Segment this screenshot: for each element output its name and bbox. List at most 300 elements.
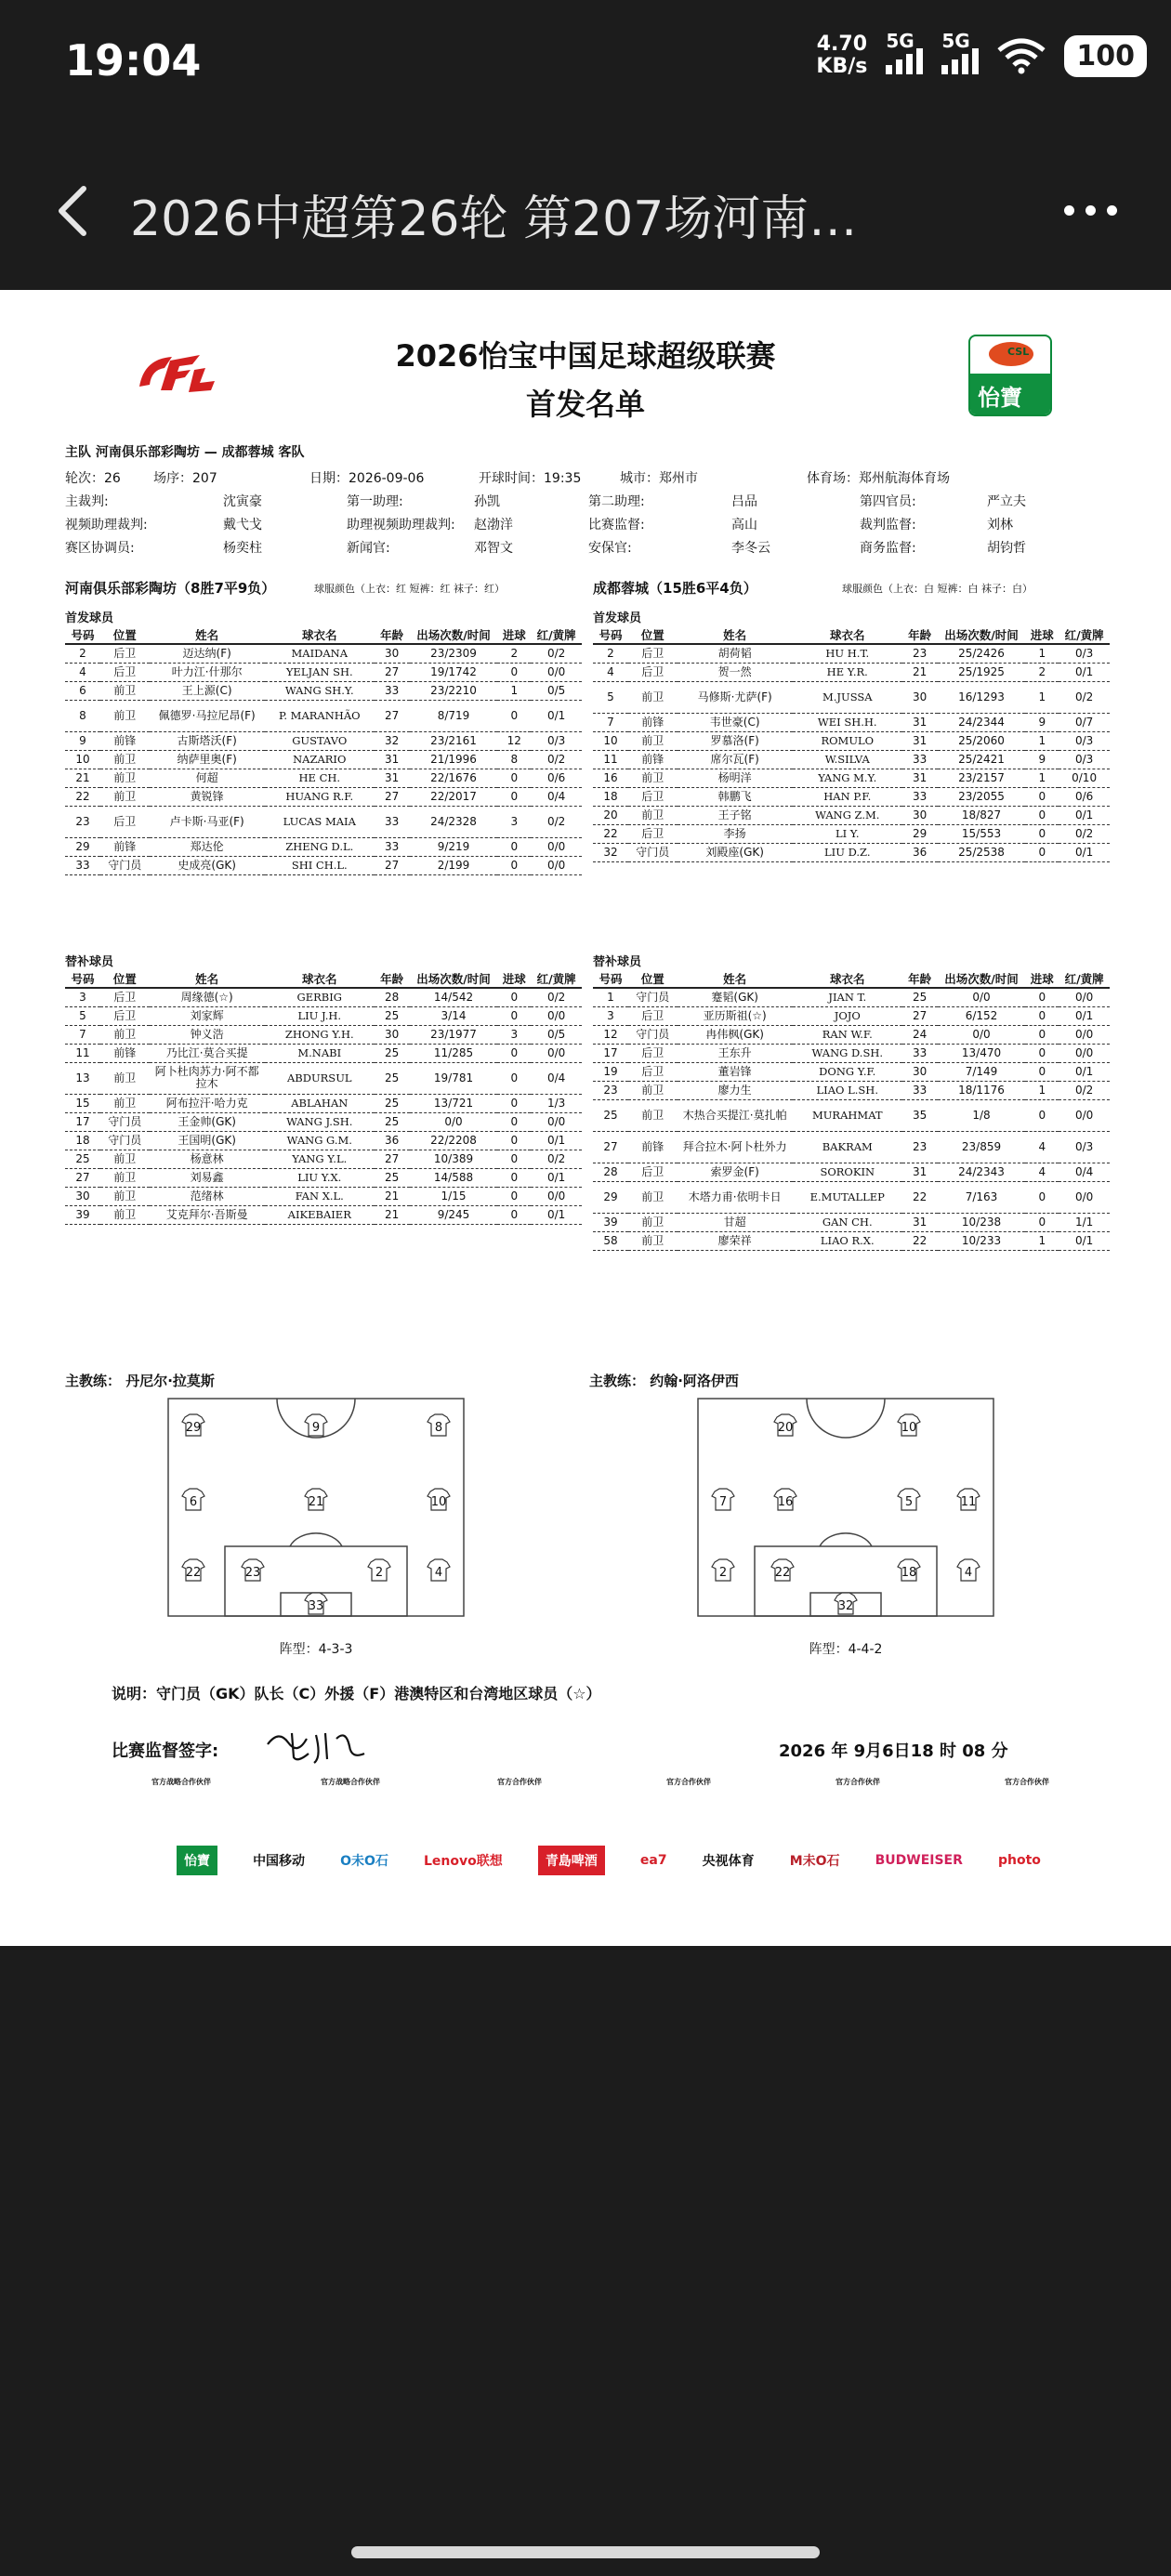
table-cell: 0/10 <box>1059 769 1110 787</box>
table-cell: 0/4 <box>531 787 582 806</box>
meta-cell: 孙凯 <box>474 494 500 509</box>
table-cell: 9 <box>65 731 100 750</box>
table-cell: 李扬 <box>678 824 793 843</box>
table-cell: 王东升 <box>678 1044 793 1062</box>
table-cell: 36 <box>902 843 938 861</box>
cfl-logo <box>135 349 218 396</box>
table-cell: 29 <box>593 1181 628 1213</box>
table-cell: 前卫 <box>628 1099 678 1131</box>
table-cell: 22/1676 <box>410 769 498 787</box>
sponsor-logo: 中国移动 <box>253 1854 306 1869</box>
away-starting-label: 首发球员 <box>593 611 642 625</box>
partner-label: 官方合作伙伴 <box>497 1778 542 1786</box>
table-cell: 廖力生 <box>678 1081 793 1099</box>
wifi-icon <box>997 37 1046 74</box>
home-starting-table <box>65 626 582 875</box>
table-cell: 0 <box>1025 1006 1059 1025</box>
table-cell: 0/3 <box>1059 750 1110 769</box>
player-shirt-icon <box>428 1559 450 1581</box>
table-cell: 0/0 <box>531 663 582 681</box>
table-cell: FAN X.L. <box>265 1187 375 1205</box>
table-cell: 25 <box>65 1150 100 1168</box>
table-cell: 23/859 <box>938 1131 1026 1163</box>
table-cell: 1/1 <box>1059 1213 1110 1231</box>
column-header: 红/黄牌 <box>531 626 582 644</box>
table-cell: 0 <box>1025 1044 1059 1062</box>
table-cell: 范绪林 <box>150 1187 265 1205</box>
table-row <box>593 1006 1110 1025</box>
table-cell: 0/6 <box>1059 787 1110 806</box>
column-header: 进球 <box>1025 626 1059 644</box>
player-number: 22 <box>774 1566 791 1580</box>
table-cell: 后卫 <box>100 644 150 663</box>
table-cell: 0/0 <box>1059 1044 1110 1062</box>
player-number: 11 <box>960 1495 977 1509</box>
table-cell: 30 <box>375 644 410 663</box>
partner-label: 官方合作伙伴 <box>1005 1778 1049 1786</box>
meta-cell: 刘林 <box>987 518 1013 532</box>
table-cell: 前卫 <box>100 1062 150 1094</box>
sponsor-logo: BUDWEISER <box>875 1853 963 1868</box>
table-row <box>593 1163 1110 1181</box>
table-cell: 31 <box>902 731 938 750</box>
table-cell: 韩鹏飞 <box>678 787 793 806</box>
table-cell: 8 <box>497 750 531 769</box>
table-row <box>65 1150 582 1168</box>
table-cell: 15/553 <box>938 824 1026 843</box>
table-row <box>593 806 1110 824</box>
away-formation: 阵型：4-4-2 <box>809 1642 883 1657</box>
table-cell: 28 <box>375 988 410 1006</box>
table-cell: 3 <box>497 806 531 837</box>
table-cell: 佩德罗·马拉尼昂(F) <box>150 700 265 731</box>
table-cell: 4 <box>1025 1131 1059 1163</box>
table-cell: 1/8 <box>938 1099 1026 1131</box>
table-cell: 22/2017 <box>410 787 498 806</box>
column-header: 号码 <box>593 626 628 644</box>
partner-label: 官方战略合作伙伴 <box>151 1778 211 1786</box>
signature-time: 2026 年 9月6日18 时 08 分 <box>779 1741 1008 1761</box>
table-cell: 32 <box>375 731 410 750</box>
table-cell: 24/2343 <box>938 1163 1026 1181</box>
table-row <box>593 663 1110 681</box>
table-cell: 0/1 <box>1059 806 1110 824</box>
column-header: 红/黄牌 <box>1059 626 1110 644</box>
away-subs-table <box>593 970 1110 1251</box>
player-shirt-icon <box>898 1414 920 1436</box>
table-cell: 木塔力甫·依明卡日 <box>678 1181 793 1213</box>
table-cell: 刘易鑫 <box>150 1168 265 1187</box>
table-cell: 16/1293 <box>938 681 1026 713</box>
table-cell: YANG Y.L. <box>265 1150 375 1168</box>
table-cell: 18/827 <box>938 806 1026 824</box>
table-cell: 9 <box>1025 750 1059 769</box>
table-cell: 23 <box>902 1131 938 1163</box>
table-cell: 27 <box>65 1168 100 1187</box>
table-cell: GUSTAVO <box>265 731 375 750</box>
table-cell: 0/4 <box>1059 1163 1110 1181</box>
network-speed: 4.70 KB/s <box>816 33 868 78</box>
table-cell: 后卫 <box>628 787 678 806</box>
table-cell: 10/238 <box>938 1213 1026 1231</box>
table-cell: 4 <box>65 663 100 681</box>
table-cell: 黄锐锋 <box>150 787 265 806</box>
sponsor-logo: O未O石 <box>340 1854 388 1869</box>
table-cell: E.MUTALLEP <box>793 1181 902 1213</box>
table-cell: 0/2 <box>531 750 582 769</box>
meta-cell: 赛区协调员: <box>65 541 135 556</box>
table-cell: 33 <box>902 1044 938 1062</box>
table-cell: 守门员 <box>100 856 150 874</box>
table-cell: 0/6 <box>531 769 582 787</box>
table-cell: 25 <box>375 1044 410 1062</box>
player-number: 23 <box>244 1566 261 1580</box>
table-cell: 30 <box>902 681 938 713</box>
table-cell: 0 <box>497 1062 531 1094</box>
table-row <box>65 769 582 787</box>
table-row <box>593 750 1110 769</box>
table-cell: 25/1925 <box>938 663 1026 681</box>
column-header: 位置 <box>100 626 150 644</box>
meta-cell: 李冬云 <box>731 541 770 556</box>
column-header: 号码 <box>65 970 100 988</box>
table-cell: JOJO <box>793 1006 902 1025</box>
table-cell: 29 <box>902 824 938 843</box>
meta-cell: 比赛监督: <box>588 518 645 532</box>
table-cell: HUANG R.F. <box>265 787 375 806</box>
table-row <box>593 1181 1110 1213</box>
table-cell: 0 <box>497 988 531 1006</box>
meta-cell: 邓智文 <box>474 541 513 556</box>
table-cell: 后卫 <box>100 806 150 837</box>
table-cell: 0/0 <box>1059 988 1110 1006</box>
table-cell: 33 <box>375 806 410 837</box>
table-cell: 贺一然 <box>678 663 793 681</box>
player-number: 6 <box>189 1495 198 1509</box>
table-cell: 32 <box>593 843 628 861</box>
table-cell: 2 <box>497 644 531 663</box>
table-cell: LIAO R.X. <box>793 1231 902 1250</box>
table-row <box>65 731 582 750</box>
table-cell: 甘超 <box>678 1213 793 1231</box>
table-cell: 23 <box>902 644 938 663</box>
table-cell: 0/1 <box>531 1205 582 1224</box>
table-cell: 后卫 <box>628 663 678 681</box>
table-cell: 0 <box>497 837 531 856</box>
table-cell: 0 <box>1025 988 1059 1006</box>
table-cell: 1 <box>1025 769 1059 787</box>
table-cell: 3 <box>593 1006 628 1025</box>
table-cell: 0/3 <box>1059 1131 1110 1163</box>
table-cell: 21/1996 <box>410 750 498 769</box>
table-row <box>65 1044 582 1062</box>
table-cell: 0/2 <box>1059 1081 1110 1099</box>
table-cell: 0/0 <box>531 837 582 856</box>
table-cell: 25/2421 <box>938 750 1026 769</box>
table-cell: 0/5 <box>531 681 582 700</box>
table-row <box>65 1112 582 1131</box>
partner-label: 官方战略合作伙伴 <box>321 1778 380 1786</box>
table-cell: 1 <box>1025 644 1059 663</box>
table-cell: 9/219 <box>410 837 498 856</box>
table-cell: 13/721 <box>410 1094 498 1112</box>
column-header: 号码 <box>593 970 628 988</box>
table-cell: M.JUSSA <box>793 681 902 713</box>
table-cell: 古斯塔沃(F) <box>150 731 265 750</box>
table-cell: 10 <box>65 750 100 769</box>
table-cell: 1 <box>1025 681 1059 713</box>
back-arrow-icon[interactable] <box>46 183 102 239</box>
table-cell: MAIDANA <box>265 644 375 663</box>
table-cell: 郑达伦 <box>150 837 265 856</box>
table-cell: 拜合拉木·阿卜杜外力 <box>678 1131 793 1163</box>
player-number: 9 <box>311 1421 321 1435</box>
table-cell: 0/0 <box>531 856 582 874</box>
table-cell: 亚历斯祖(☆) <box>678 1006 793 1025</box>
table-cell: 18 <box>65 1131 100 1150</box>
table-cell: AIKEBAIER <box>265 1205 375 1224</box>
table-cell: DONG Y.F. <box>793 1062 902 1081</box>
table-cell: 19 <box>593 1062 628 1081</box>
table-cell: 前卫 <box>100 1094 150 1112</box>
table-cell: 0 <box>497 1187 531 1205</box>
table-cell: 58 <box>593 1231 628 1250</box>
table-cell: 23/2309 <box>410 644 498 663</box>
table-row <box>65 837 582 856</box>
player-number: 10 <box>430 1495 447 1509</box>
handwritten-signature <box>260 1726 372 1768</box>
table-cell: 21 <box>375 1205 410 1224</box>
home-starting-label: 首发球员 <box>65 611 114 625</box>
meta-cell: 杨奕柱 <box>223 541 262 556</box>
table-cell: 10 <box>593 731 628 750</box>
table-cell: 0 <box>497 1205 531 1224</box>
table-row <box>593 824 1110 843</box>
table-cell: ABDURSUL <box>265 1062 375 1094</box>
table-cell: 7 <box>593 713 628 731</box>
table-cell: 21 <box>902 663 938 681</box>
table-cell: 前卫 <box>100 1150 150 1168</box>
table-cell: 1/15 <box>410 1187 498 1205</box>
table-cell: 19/781 <box>410 1062 498 1094</box>
sponsor-logo: 青島啤酒 <box>538 1846 605 1875</box>
meta-cell: 第四官员: <box>860 494 916 509</box>
signal-icon: 5G <box>886 37 923 74</box>
table-cell: 30 <box>902 806 938 824</box>
column-header: 号码 <box>65 626 100 644</box>
player-shirt-icon <box>898 1489 920 1510</box>
table-cell: 廖荣祥 <box>678 1231 793 1250</box>
table-cell: 前卫 <box>100 1205 150 1224</box>
table-cell: LI Y. <box>793 824 902 843</box>
table-cell: 0/1 <box>1059 663 1110 681</box>
table-cell: LUCAS MAIA <box>265 806 375 837</box>
home-away-line: 主队 河南俱乐部彩陶坊 — 成都蓉城 客队 <box>65 445 305 460</box>
player-number: 2 <box>375 1566 384 1580</box>
table-cell: 22 <box>65 787 100 806</box>
table-row <box>593 1025 1110 1044</box>
table-cell: 0 <box>497 1094 531 1112</box>
table-cell: 30 <box>902 1062 938 1081</box>
table-cell: 王金帅(GK) <box>150 1112 265 1131</box>
table-cell: 后卫 <box>100 663 150 681</box>
table-cell: 前卫 <box>628 1181 678 1213</box>
table-cell: 25/2538 <box>938 843 1026 861</box>
table-cell: 33 <box>375 681 410 700</box>
table-cell: 钟义浩 <box>150 1025 265 1044</box>
table-cell: 24/2344 <box>938 713 1026 731</box>
table-cell: 0 <box>497 856 531 874</box>
table-cell: 后卫 <box>628 824 678 843</box>
table-cell: 守门员 <box>628 1025 678 1044</box>
table-cell: 0/1 <box>1059 1231 1110 1250</box>
table-cell: 31 <box>902 713 938 731</box>
battery-indicator: 100 <box>1064 35 1147 77</box>
table-cell: 23 <box>65 806 100 837</box>
column-header: 出场次数/时间 <box>410 626 498 644</box>
column-header: 姓名 <box>150 970 265 988</box>
table-cell: 前卫 <box>100 1168 150 1187</box>
table-cell: 30 <box>375 1025 410 1044</box>
table-cell: WANG Z.M. <box>793 806 902 824</box>
table-cell: 27 <box>375 1150 410 1168</box>
meta-cell: 高山 <box>731 518 757 532</box>
table-cell: 前锋 <box>100 837 150 856</box>
table-cell: 0 <box>1025 806 1059 824</box>
table-cell: 前卫 <box>100 1025 150 1044</box>
table-row <box>593 1081 1110 1099</box>
table-cell: 0 <box>1025 1062 1059 1081</box>
table-cell: 后卫 <box>628 644 678 663</box>
table-cell: 6/152 <box>938 1006 1026 1025</box>
meta-cell: 第一助理: <box>347 494 403 509</box>
table-row <box>65 988 582 1006</box>
status-bar <box>0 0 1171 130</box>
table-cell: 0/3 <box>1059 644 1110 663</box>
table-cell: 0 <box>1025 1025 1059 1044</box>
table-cell: 前卫 <box>628 1213 678 1231</box>
table-cell: 后卫 <box>100 1006 150 1025</box>
column-header: 出场次数/时间 <box>938 626 1026 644</box>
column-header: 进球 <box>497 626 531 644</box>
meta-cell: 吕品 <box>731 494 757 509</box>
table-cell: 5 <box>65 1006 100 1025</box>
table-cell: 0/5 <box>531 1025 582 1044</box>
table-cell: 25 <box>902 988 938 1006</box>
player-number: 21 <box>308 1495 324 1509</box>
meta-cell: 胡钧哲 <box>987 541 1026 556</box>
table-cell: 刘殿座(GK) <box>678 843 793 861</box>
table-cell: 31 <box>902 1163 938 1181</box>
table-cell: 0/1 <box>531 700 582 731</box>
table-cell: 乃比江·莫合买提 <box>150 1044 265 1062</box>
player-number: 4 <box>434 1566 443 1580</box>
table-row <box>593 681 1110 713</box>
sponsor-logo: photo <box>997 1853 1041 1868</box>
column-header: 年龄 <box>375 626 410 644</box>
home-indicator[interactable] <box>351 2546 820 2558</box>
table-cell: 后卫 <box>628 1044 678 1062</box>
more-options-icon[interactable] <box>1064 205 1117 216</box>
away-kit-colors: 球服颜色（上衣：白 短裤：白 袜子：白） <box>842 583 1033 595</box>
table-cell: ZHENG D.L. <box>265 837 375 856</box>
table-row <box>65 1131 582 1150</box>
table-cell: 卢卡斯·马亚(F) <box>150 806 265 837</box>
table-cell: 0/1 <box>531 1131 582 1150</box>
table-row <box>593 731 1110 750</box>
table-cell: 25 <box>375 1112 410 1131</box>
table-cell: 0 <box>497 663 531 681</box>
table-row <box>593 713 1110 731</box>
column-header: 出场次数/时间 <box>410 970 498 988</box>
table-cell: 22 <box>902 1181 938 1213</box>
table-cell: NAZARIO <box>265 750 375 769</box>
table-cell: 13 <box>65 1062 100 1094</box>
column-header: 年龄 <box>375 970 410 988</box>
table-cell: 0 <box>1025 1181 1059 1213</box>
signal-icon-2: 5G <box>941 37 979 74</box>
table-cell: 周缘德(☆) <box>150 988 265 1006</box>
table-cell: 前锋 <box>628 1131 678 1163</box>
table-cell: 1 <box>1025 1231 1059 1250</box>
supervisor-signature-label: 比赛监督签字: <box>112 1741 219 1761</box>
player-shirt-icon <box>305 1593 327 1614</box>
table-row <box>65 681 582 700</box>
table-cell: 0 <box>497 787 531 806</box>
column-header: 姓名 <box>678 970 793 988</box>
table-cell: 0 <box>1025 1213 1059 1231</box>
csl-logo: CSL 怡寶 <box>968 335 1052 416</box>
player-shirt-icon <box>712 1559 734 1581</box>
table-cell: ZHONG Y.H. <box>265 1025 375 1044</box>
table-cell: 7/163 <box>938 1181 1026 1213</box>
table-cell: 4 <box>1025 1163 1059 1181</box>
column-header: 位置 <box>628 970 678 988</box>
partner-label: 官方合作伙伴 <box>666 1778 711 1786</box>
table-cell: 1 <box>1025 1081 1059 1099</box>
table-cell: 39 <box>65 1205 100 1224</box>
table-cell: 2 <box>593 644 628 663</box>
player-number: 2 <box>718 1566 728 1580</box>
player-shirt-icon <box>368 1559 390 1581</box>
table-cell: 王国明(GK) <box>150 1131 265 1150</box>
table-cell: 0 <box>497 1150 531 1168</box>
table-cell: 13/470 <box>938 1044 1026 1062</box>
table-row <box>593 1213 1110 1231</box>
player-shirt-icon <box>182 1414 204 1436</box>
table-cell: ABLAHAN <box>265 1094 375 1112</box>
table-cell: HE Y.R. <box>793 663 902 681</box>
table-cell: 木热合买提江·莫扎帕 <box>678 1099 793 1131</box>
table-cell: 10/389 <box>410 1150 498 1168</box>
table-cell: 阿卜杜肉苏力·阿不都拉木 <box>150 1062 265 1094</box>
meta-cell: 城市：郑州市 <box>620 471 698 486</box>
table-cell: GAN CH. <box>793 1213 902 1231</box>
table-cell: SHI CH.L. <box>265 856 375 874</box>
table-cell: 7/149 <box>938 1062 1026 1081</box>
table-row <box>593 988 1110 1006</box>
document-title: 2026怡宝中国足球超级联赛 首发名单 <box>395 338 776 422</box>
table-row <box>593 1062 1110 1081</box>
table-cell: 17 <box>65 1112 100 1131</box>
table-cell: 0 <box>497 769 531 787</box>
table-cell: 后卫 <box>628 1163 678 1181</box>
table-cell: 0 <box>497 1131 531 1150</box>
table-cell: 31 <box>902 769 938 787</box>
table-cell: 4 <box>593 663 628 681</box>
table-cell: 25/2426 <box>938 644 1026 663</box>
home-kit-colors: 球服颜色（上衣：红 短裤：红 袜子：红） <box>314 583 505 595</box>
